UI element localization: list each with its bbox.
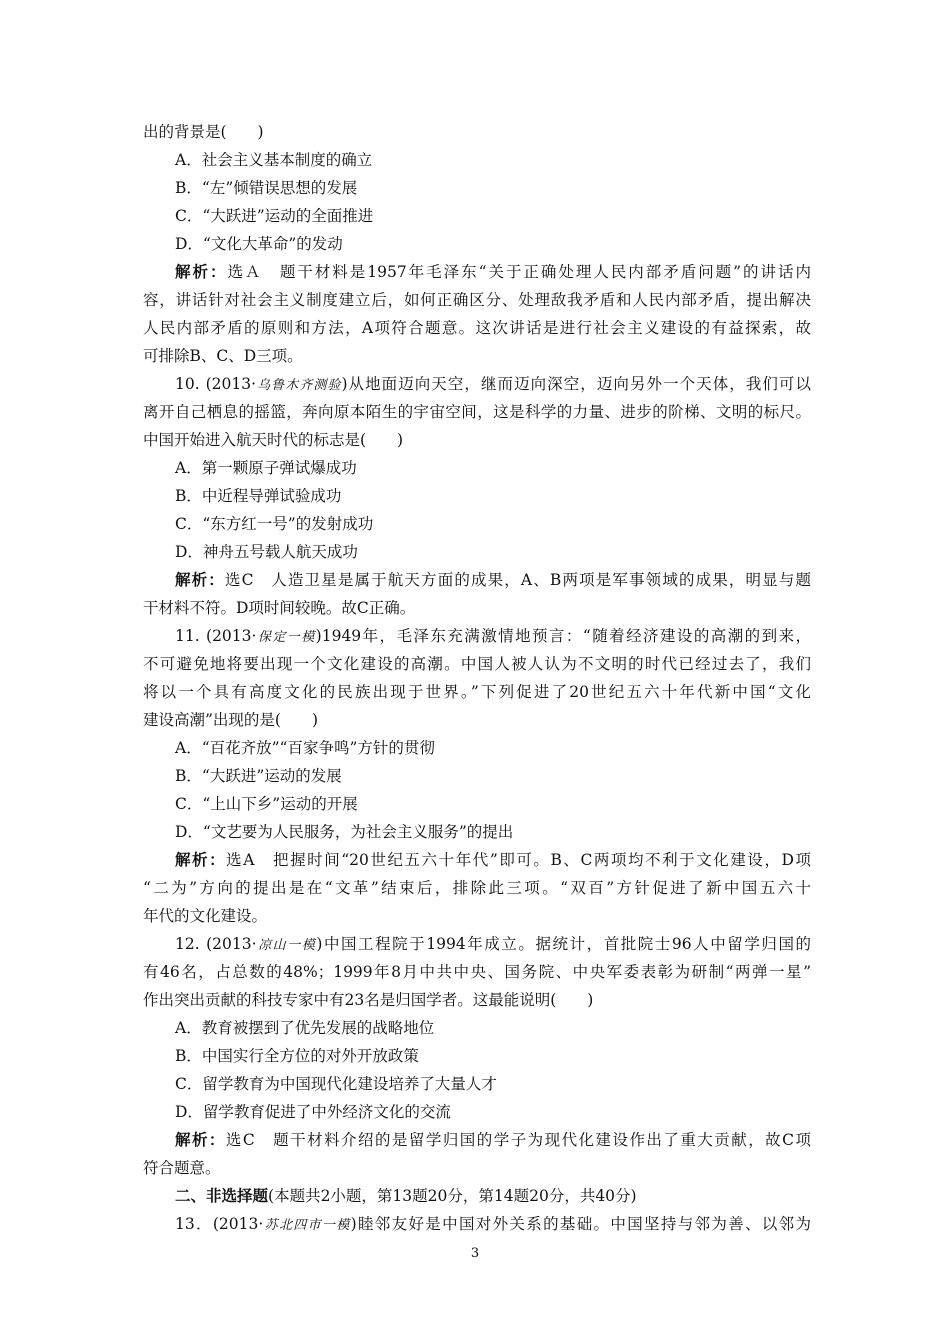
q9-analysis-line-2: 容，讲话针对社会主义制度建立后，如何正确区分、处理敌我矛盾和人民内部矛盾，提出解决 [143, 291, 811, 309]
q12-stem-line-3: 作出突出贡献的科技专家中有23名是归国学者。这最能说明( ) [143, 991, 594, 1009]
question-number: 12. (2013· [175, 935, 257, 953]
q12-option-c: C．留学教育为中国现代化建设培养了大量人才 [175, 1075, 497, 1093]
q11-stem-line-3: 将以一个具有高度文化的民族出现于世界。”下列促进了20世纪五六十年代新中国“文化 [143, 683, 811, 701]
q10-analysis-line-2: 干材料不符。D项时间较晚。故C正确。 [143, 599, 416, 617]
q10-stem-line-3: 中国开始进入航天时代的标志是( ) [143, 431, 404, 449]
q10-option-d: D．神舟五号载人航天成功 [175, 543, 358, 561]
page-content [143, 118, 811, 1238]
q10-option-a: A．第一颗原子弹试爆成功 [175, 459, 357, 477]
q12-option-d: D．留学教育促进了中外经济文化的交流 [175, 1103, 451, 1121]
q13-stem-line-1: 13．(2013·苏北四市一模)睦邻友好是中国对外关系的基础。中国坚持与邻为善、以邻为 [175, 1215, 811, 1233]
section-note: (本题共2小题，第13题20分，第14题20分，共40分) [268, 1187, 637, 1205]
analysis-label: 解析： [175, 262, 228, 281]
q11-option-d: D．“文艺要为人民服务，为社会主义服务”的提出 [175, 823, 514, 841]
q11-analysis-line-2: “二为”方向的提出是在“文革”结束后，排除此三项。“双百”方针促进了新中国五六十 [143, 879, 811, 897]
q11-option-a: A．“百花齐放”“百家争鸣”方针的贯彻 [175, 739, 435, 757]
q10-stem-line-2: 离开自己栖息的摇篮，奔向原本陌生的宇宙空间，这是科学的力量、进步的阶梯、文明的标尺。 [143, 403, 811, 421]
q12-analysis-line-1: 解析：选C 题干材料介绍的是留学归国的学子为现代化建设作出了重大贡献，故C项 [175, 1130, 811, 1149]
q9-option-a: A．社会主义基本制度的确立 [175, 151, 373, 169]
q10-stem-line-1: 10. (2013·乌鲁木齐测验)从地面迈向天空，继而迈向深空，迈向另外一个天体，我们可以 [175, 375, 811, 393]
q11-analysis-line-1: 解析：选A 把握时间“20世纪五六十年代”即可。B、C两项均不利于文化建设，D项 [175, 850, 811, 869]
question-number: 11. (2013· [175, 627, 257, 645]
page-number: 3 [470, 1246, 480, 1261]
q10-option-c: C．“东方红一号”的发射成功 [175, 515, 374, 533]
section-heading [143, 1182, 811, 1210]
question-source: 乌鲁木齐测验 [256, 378, 342, 393]
q12-stem-line-1: 12. (2013·凉山一模)中国工程院于1994年成立。据统计，首批院士96人中留学归国的 [175, 935, 811, 953]
q12-analysis-line-2: 符合题意。 [143, 1159, 221, 1177]
q11-stem-line-4: 建设高潮”出现的是( ) [143, 711, 319, 729]
analysis-label: 解析： [175, 1130, 226, 1149]
q9-analysis-line-4: 可排除B、C、D三项。 [143, 347, 303, 365]
q10-analysis-line-1: 解析：选C 人造卫星是属于航天方面的成果，A、B两项是军事领域的成果，明显与题 [175, 570, 811, 589]
q11-option-b: B．“大跃进”运动的发展 [175, 767, 342, 785]
q9-analysis-line-1: 解析：选Ａ 题干材料是1957年毛泽东“关于正确处理人民内部矛盾问题”的讲话内 [175, 262, 811, 281]
q11-stem-line-1: 11. (2013·保定一模)1949年，毛泽东充满激情地预言：“随着经济建设的高潮的到来， [175, 627, 811, 645]
q12-option-a: A．教育被摆到了优先发展的战略地位 [175, 1019, 435, 1037]
question-number: 10. (2013· [175, 375, 257, 393]
q11-option-c: C．“上山下乡”运动的开展 [175, 795, 358, 813]
q9-option-d: D．“文化大革命”的发动 [175, 235, 343, 253]
question-source: 保定一模 [256, 630, 316, 645]
q9-option-c: C．“大跃进”运动的全面推进 [175, 207, 374, 225]
analysis-label: 解析： [175, 850, 227, 869]
q9-analysis-line-3: 人民内部矛盾的原则和方法，A项符合题意。这次讲话是进行社会主义建设的有益探索，故 [143, 319, 811, 337]
question-number: 13．(2013· [175, 1215, 264, 1233]
q9-option-b: B．“左”倾错误思想的发展 [175, 179, 358, 197]
question-source: 凉山一模 [256, 938, 317, 953]
q11-stem-line-2: 不可避免地将要出现一个文化建设的高潮。中国人被人认为不文明的时代已经过去了，我们 [143, 655, 811, 673]
analysis-label: 解析： [175, 570, 225, 589]
q10-option-b: B．中近程导弹试验成功 [175, 487, 342, 505]
q12-stem-line-2: 有46名，占总数的48%；1999年8月中共中央、国务院、中央军委表彰为研制“两弹一星” [143, 963, 811, 981]
question-source: 苏北四市一模 [263, 1218, 351, 1233]
q12-option-b: B．中国实行全方位的对外开放政策 [175, 1047, 419, 1065]
q11-analysis-line-3: 年代的文化建设。 [143, 907, 268, 925]
section-title: 二、非选择题 [175, 1186, 269, 1205]
q9-stem-tail: 出的背景是( ) [143, 123, 264, 141]
